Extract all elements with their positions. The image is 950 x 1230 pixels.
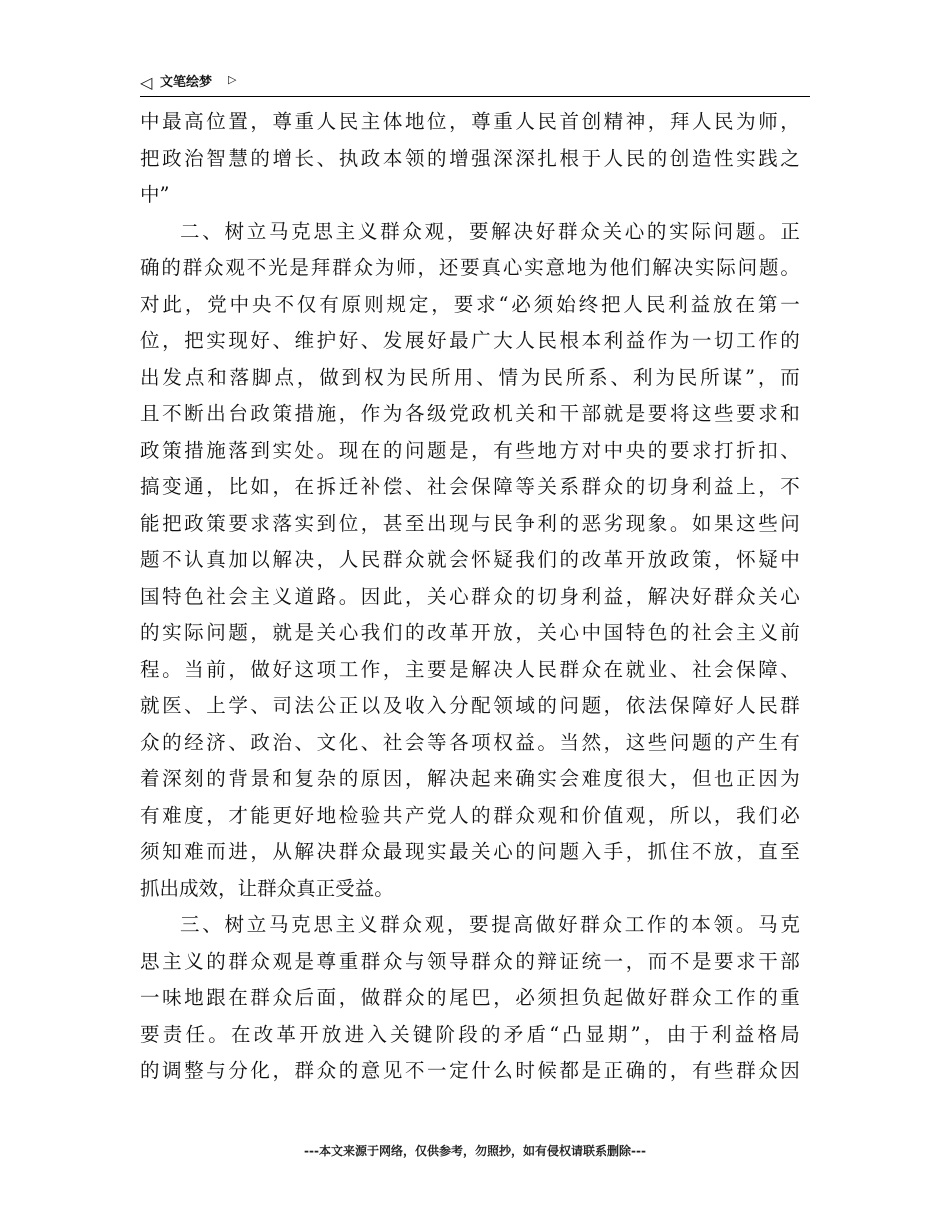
document-body xyxy=(140,104,800,1090)
text-line: 思 主 义 的 群 众 观 是 尊 重 群 众 与 领 导 群 众 的 辩 证 统 一 ， 而 不 是 要 求 干 部 xyxy=(140,949,800,973)
text-line: 题 不 认 真 加 以 解 决 ， 人 民 群 众 就 会 怀 疑 我 们 的 改 革 开 放 政 策 ， 怀 疑 中 xyxy=(140,548,800,571)
text-line: 把 政 治 智 慧 的 增 长 、 执 政 本 领 的 增 强 深 深 扎 根 于 人 民 的 创 造 性 实 践 之 xyxy=(140,146,800,170)
text-line: 确 的 群 众 观 不 光 是 拜 群 众 为 师 ， 还 要 真 心 实 意 地 为 他 们 解 决 实 际 问 题 。 xyxy=(140,256,800,279)
text-line: 能 把 政 策 要 求 落 实 到 位 ， 甚 至 出 现 与 民 争 利 的 恶 劣 现 象 。 如 果 这 些 问 xyxy=(140,511,800,535)
text-line: 对 此 ， 党 中 央 不 仅 有 原 则 规 定 ， 要 求 “ 必 须 始 终 把 人 民 利 益 放 在 第 一 xyxy=(140,292,800,316)
text-line: 就 医 、 上 学 、 司 法 公 正 以 及 收 入 分 配 领 域 的 问 题 ， 依 法 保 障 好 人 民 群 xyxy=(140,694,800,717)
text-line: 一 味 地 跟 在 群 众 后 面 ， 做 群 众 的 尾 巴 ， 必 须 担 负 起 做 好 群 众 工 作 的 重 xyxy=(140,986,800,1009)
text-line: 政 策 措 施 落 到 实 处 。 现 在 的 问 题 是 ， 有 些 地 方 对 中 央 的 要 求 打 折 扣 、 xyxy=(140,438,800,462)
text-line: 中 ” xyxy=(140,183,170,206)
header-brand: 文笔绘梦 xyxy=(160,75,213,90)
text-line: 有 难 度 ， 才 能 更 好 地 检 验 共 产 党 人 的 群 众 观 和 价 值 观 ， 所 以 ， 我 们 必 xyxy=(140,803,800,827)
text-line: 须 知 难 而 进 ， 从 解 决 群 众 最 现 实 最 关 心 的 问 题 入 手 ， 抓 住 不 放 ， 直 至 xyxy=(140,840,800,863)
text-line: 且 不 断 出 台 政 策 措 施 ， 作 为 各 级 党 政 机 关 和 干 部 就 是 要 将 这 些 要 求 和 xyxy=(140,402,800,425)
text-line: 搞 变 通 ， 比 如 ， 在 拆 迁 补 偿 、 社 会 保 障 等 关 系 群 众 的 切 身 利 益 上 ， 不 xyxy=(140,475,800,498)
page-header xyxy=(140,70,810,97)
text-line: 的 调 整 与 分 化 ， 群 众 的 意 见 不 一 定 什 么 时 候 都 是 正 确 的 ， 有 些 群 众 因 xyxy=(140,1059,800,1082)
text-line: 的 实 际 问 题 ， 就 是 关 心 我 们 的 改 革 开 放 ， 关 心 中 国 特 色 的 社 会 主 义 前 xyxy=(140,621,800,644)
text-line: 国 特 色 社 会 主 义 道 路 。 因 此 ， 关 心 群 众 的 切 身 利 益 ， 解 决 好 群 众 关 心 xyxy=(140,584,800,608)
text-line: 中 最 高 位 置 ， 尊 重 人 民 主 体 地 位 ， 尊 重 人 民 首 创 精 神 ， 拜 人 民 为 师 ， xyxy=(140,110,800,133)
text-line: 三 、 树 立 马 克 思 主 义 群 众 观 ， 要 提 高 做 好 群 众 工 作 的 本 领 。 马 克 xyxy=(180,913,800,936)
page-footer: ---本文来源于网络，仅供参考，勿照抄，如有侵权请联系删除--- xyxy=(304,1144,646,1158)
text-line: 程 。 当 前 ， 做 好 这 项 工 作 ， 主 要 是 解 决 人 民 群 众 在 就 业 、 社 会 保 障 、 xyxy=(140,657,800,681)
right-triangle-icon: ▷ xyxy=(228,73,237,86)
left-triangle-icon: ◁ xyxy=(140,73,153,92)
text-line: 二 、 树 立 马 克 思 主 义 群 众 观 ， 要 解 决 好 群 众 关 心 的 实 际 问 题 。 正 xyxy=(180,219,800,243)
text-line: 着 深 刻 的 背 景 和 复 杂 的 原 因 ， 解 决 起 来 确 实 会 难 度 很 大 ， 但 也 正 因 为 xyxy=(140,767,800,790)
text-line: 位 ， 把 实 现 好 、 维 护 好 、 发 展 好 最 广 大 人 民 根 本 利 益 作 为 一 切 工 作 的 xyxy=(140,329,800,352)
text-line: 抓 出 成 效 ， 让 群 众 真 正 受 益 。 xyxy=(140,876,394,900)
text-line: 出 发 点 和 落 脚 点 ， 做 到 权 为 民 所 用 、 情 为 民 所 系 、 利 为 民 所 谋 ” ， 而 xyxy=(140,365,800,389)
text-line: 要 责 任 。 在 改 革 开 放 进 入 关 键 阶 段 的 矛 盾 “ 凸 显 期 ” ， 由 于 利 益 格 局 xyxy=(140,1022,800,1046)
text-line: 众 的 经 济 、 政 治 、 文 化 、 社 会 等 各 项 权 益 。 当 然 ， 这 些 问 题 的 产 生 有 xyxy=(140,730,800,754)
